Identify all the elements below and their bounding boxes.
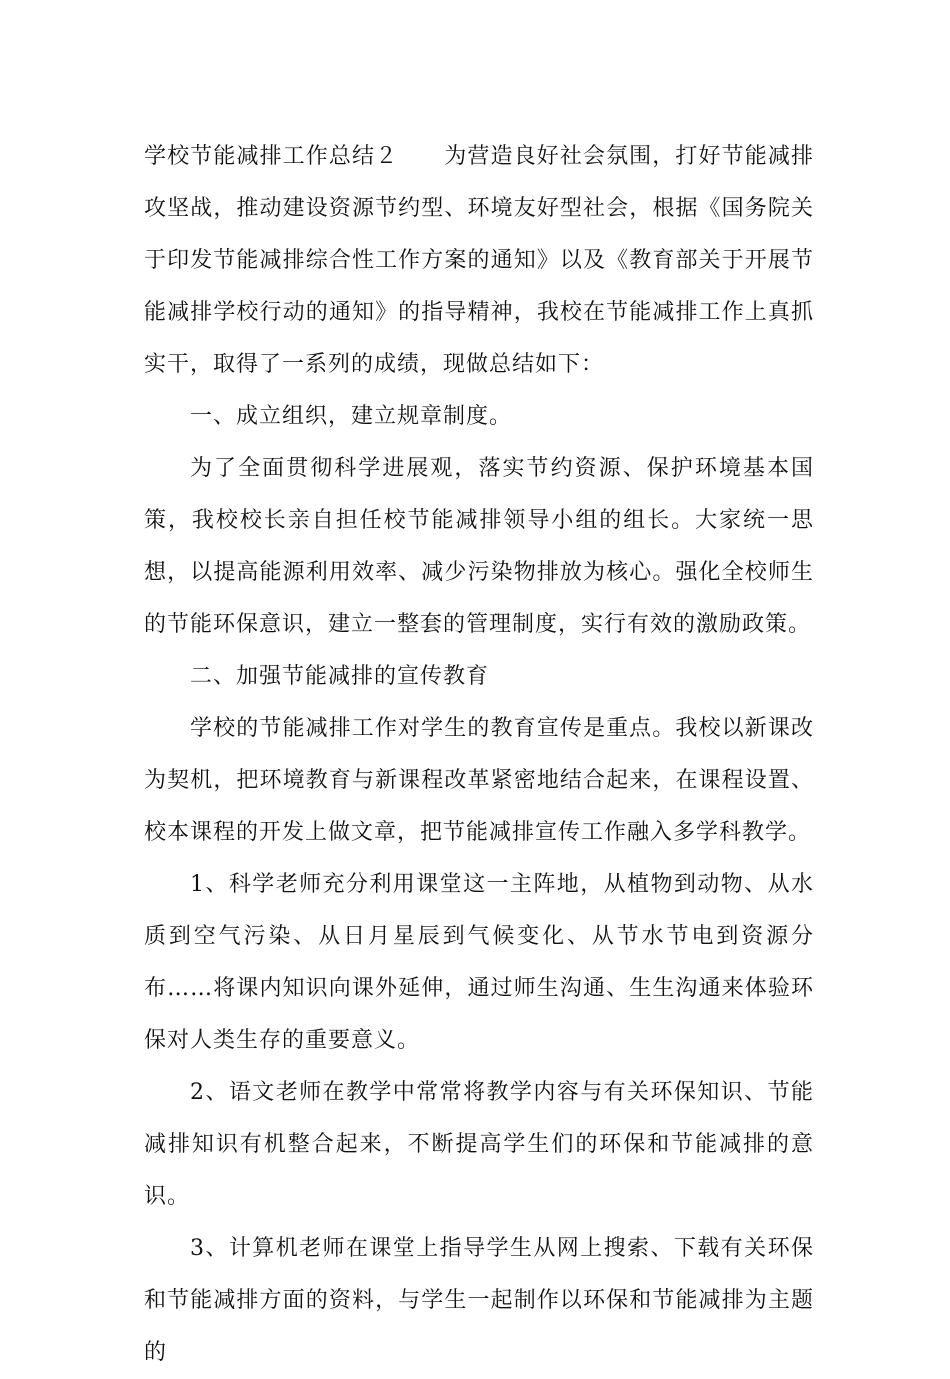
list-item-2: 2、语文老师在教学中常常将教学内容与有关环保知识、节能减排知识有机整合起来，不断提高学生们的环保和节能减排的意识。 (144, 1080, 814, 1209)
list-item-1: 1、科学老师充分利用课堂这一主阵地，从植物到动物、从水质到空气污染、从日月星辰到气候变化、从节水节电到资源分布……将课内知识向课外延伸，通过师生沟通、生生沟通来体验环保对人类生存的重要意义。 (144, 872, 814, 1053)
section-1-heading: 一、成立组织，建立规章制度。 (190, 404, 513, 429)
document-title: 学校节能减排工作总结２ (144, 144, 399, 169)
section-2-body: 学校的节能减排工作对学生的教育宣传是重点。我校以新课改为契机，把环境教育与新课程改革紧密地结合起来，在课程设置、校本课程的开发上做文章，把节能减排宣传工作融入多学科教学。 (144, 716, 814, 845)
section-1-body: 为了全面贯彻科学进展观，落实节约资源、保护环境基本国策，我校校长亲自担任校节能减排领导小组的组长。大家统一思想，以提高能源利用效率、减少污染物排放为核心。强化全校师生的节能环保意识，建立一整套的管理制度，实行有效的激励政策。 (144, 456, 814, 637)
intro-text: 为营造良好社会氛围，打好节能减排攻坚战，推动建设资源节约型、环境友好型社会，根据《国务院关于印发节能减排综合性工作方案的通知》以及《教育部关于开展节能减排学校行动的通知》的指导精神，我校在节能减排工作上真抓实干，取得了一系列的成绩，现做总结如下： (144, 144, 814, 377)
section-2-heading: 二、加强节能减排的宣传教育 (190, 664, 490, 689)
intro-paragraph (144, 131, 814, 391)
document-page (144, 131, 814, 1379)
list-item-3: 3、计算机老师在课堂上指导学生从网上搜索、下载有关环保和节能减排方面的资料，与学生一起制作以环保和节能减排为主题的 (144, 1236, 814, 1365)
